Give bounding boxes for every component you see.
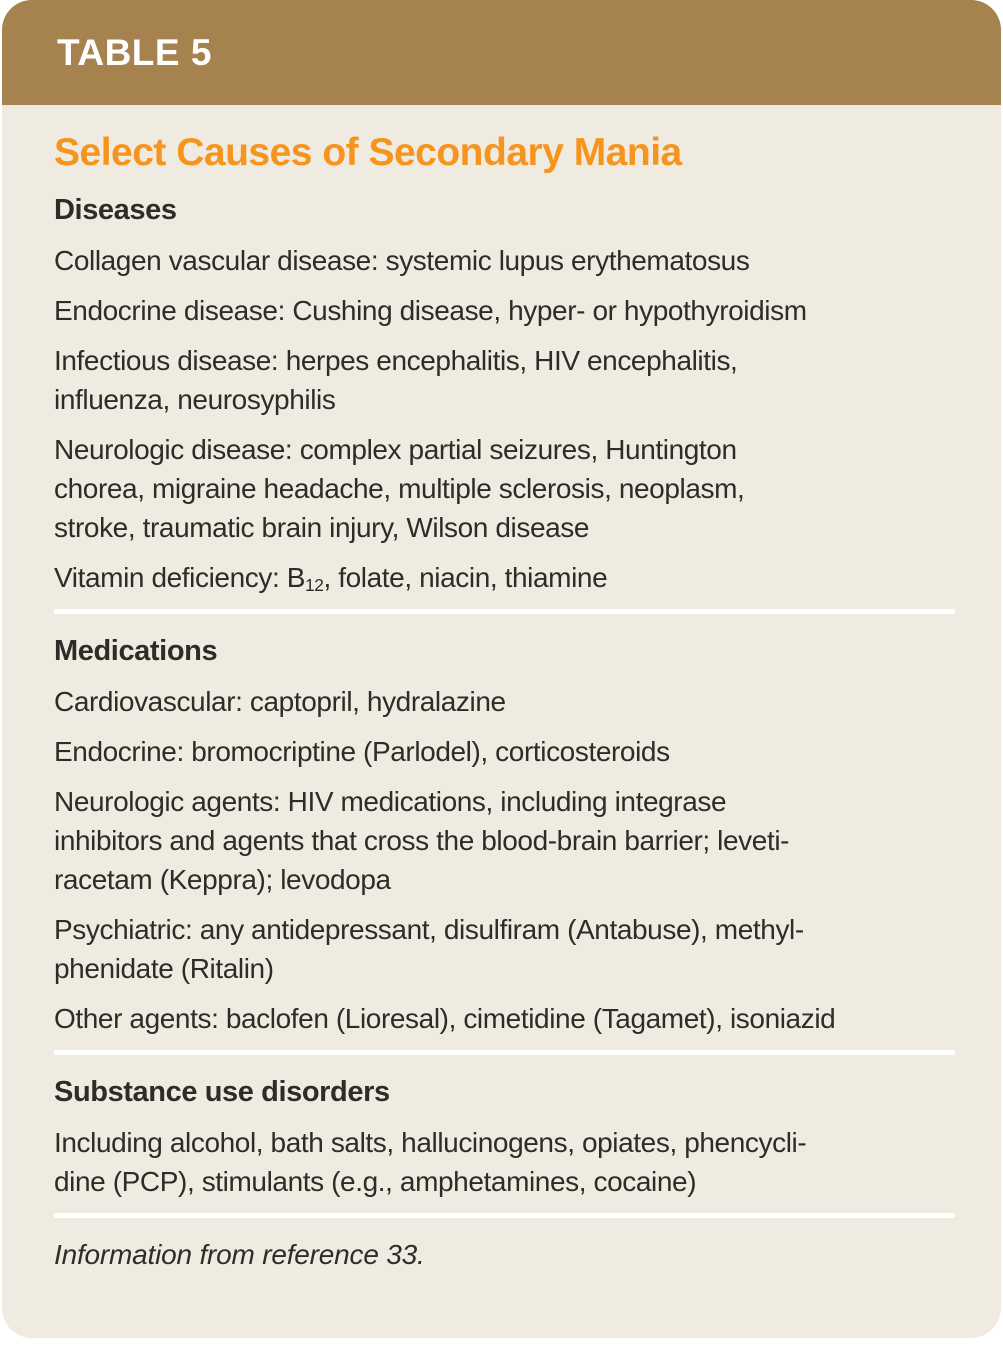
table-body <box>54 191 955 1218</box>
table-label: TABLE 5 <box>57 31 212 73</box>
table-row <box>54 1123 955 1201</box>
table-row <box>54 999 955 1038</box>
subscript: 12 <box>304 574 324 595</box>
table-card <box>2 0 1001 1338</box>
section-heading: Medications <box>54 635 218 667</box>
table-row <box>54 558 955 597</box>
table-content <box>2 105 1001 1274</box>
table-row-line: racetam (Keppra); levodopa <box>54 864 391 895</box>
table-row-line: Other agents: baclofen (Lioresal), cimetidine (Tagamet), isoniazid <box>54 1003 836 1034</box>
table-section <box>54 191 955 597</box>
table-row-line: stroke, traumatic brain injury, Wilson disease <box>54 512 590 543</box>
table-row-line: Infectious disease: herpes encephalitis, HIV encephalitis, <box>54 345 738 376</box>
table-header-bar <box>2 0 1001 105</box>
table-row <box>54 732 955 771</box>
table-row-line: inhibitors and agents that cross the blood-brain barrier; leveti- <box>54 825 790 856</box>
table-row <box>54 291 955 330</box>
section-heading: Substance use disorders <box>54 1076 390 1108</box>
table-row-line: Cardiovascular: captopril, hydralazine <box>54 686 506 717</box>
section-divider <box>54 1050 955 1055</box>
section-heading: Diseases <box>54 194 177 226</box>
section-divider <box>54 1213 955 1218</box>
table-row <box>54 782 955 899</box>
footnote: Information from reference 33. <box>54 1239 425 1270</box>
table-row-line: Endocrine disease: Cushing disease, hyper- or hypothyroidism <box>54 295 807 326</box>
table-row-line: Neurologic disease: complex partial seizures, Huntington <box>54 434 737 465</box>
section-divider <box>54 609 955 614</box>
table-row <box>54 910 955 988</box>
table-row <box>54 241 955 280</box>
table-row <box>54 341 955 419</box>
table-row-line: Neurologic agents: HIV medications, including integrase <box>54 786 727 817</box>
table-section <box>54 1073 955 1201</box>
table-row <box>54 430 955 547</box>
table-section <box>54 632 955 1038</box>
table-row <box>54 682 955 721</box>
table-title: Select Causes of Secondary Mania <box>54 131 682 174</box>
table-row-line: dine (PCP), stimulants (e.g., amphetamines, cocaine) <box>54 1166 697 1197</box>
table-row-line: Psychiatric: any antidepressant, disulfiram (Antabuse), methyl- <box>54 914 804 945</box>
table-row-line: Endocrine: bromocriptine (Parlodel), corticosteroids <box>54 736 670 767</box>
table-row-line: Collagen vascular disease: systemic lupus erythematosus <box>54 245 750 276</box>
table-row-line: Including alcohol, bath salts, hallucinogens, opiates, phencycli- <box>54 1127 807 1158</box>
table-row-line: Vitamin deficiency: $B_{12}$, folate, niacin, thiamine <box>54 562 608 595</box>
table-row-line: influenza, neurosyphilis <box>54 384 336 415</box>
table-row-line: chorea, migraine headache, multiple sclerosis, neoplasm, <box>54 473 745 504</box>
table-row-line: phenidate (Ritalin) <box>54 953 274 984</box>
